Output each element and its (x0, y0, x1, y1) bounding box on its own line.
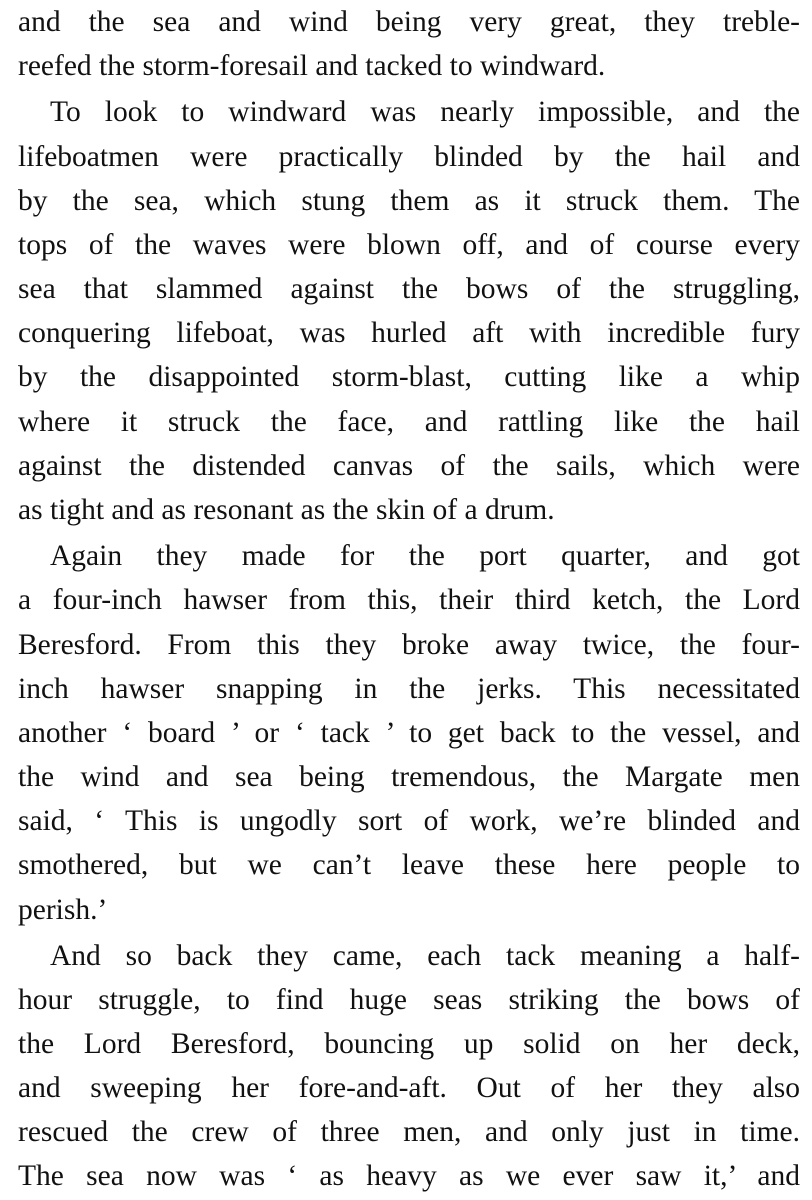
text-line: as tight and as resonant as the skin of a drum. (18, 494, 555, 526)
text-line: sea that slammed against the bows of the struggling, (18, 273, 800, 305)
text-line: And so back they came, each tack meaning a half- (50, 940, 800, 972)
text-line: and the sea and wind being very great, they treble- (18, 6, 800, 38)
text-line: The sea now was ‘ as heavy as we ever saw it,’ and (18, 1160, 800, 1192)
text-line: reefed the storm-foresail and tacked to windward. (18, 50, 606, 82)
text-line: To look to windward was nearly impossible, and the (50, 96, 800, 128)
text-line: by the sea, which stung them as it struck them. The (18, 185, 800, 217)
text-line: where it struck the face, and rattling like the hail (18, 406, 800, 438)
text-line: smothered, but we can’t leave these here people to (18, 849, 800, 881)
text-line: Beresford. From this they broke away twice, the four- (18, 629, 800, 661)
text-line: inch hawser snapping in the jerks. This necessitated (18, 673, 800, 705)
text-line: another ‘ board ’ or ‘ tack ’ to get back to the vessel, and (18, 717, 800, 749)
text-line: conquering lifeboat, was hurled aft with incredible fury (18, 317, 800, 349)
text-line: rescued the crew of three men, and only just in time. (18, 1116, 800, 1148)
text-line: perish.’ (18, 894, 108, 926)
text-line: lifeboatmen were practically blinded by the hail and (18, 141, 800, 173)
text-line: said, ‘ This is ungodly sort of work, we’re blinded and (18, 805, 800, 837)
text-line: against the distended canvas of the sails, which were (18, 450, 800, 482)
text-line: Again they made for the port quarter, and got (50, 540, 800, 572)
text-line: a four-inch hawser from this, their third ketch, the Lord (18, 584, 800, 616)
text-line: the Lord Beresford, bouncing up solid on her deck, (18, 1028, 800, 1060)
text-line: the wind and sea being tremendous, the Margate men (18, 761, 800, 793)
text-line: by the disappointed storm-blast, cutting like a whip (18, 361, 800, 393)
text-line: and sweeping her fore-and-aft. Out of her they also (18, 1072, 800, 1104)
text-line: hour struggle, to find huge seas striking the bows of (18, 984, 800, 1016)
text-line: tops of the waves were blown off, and of course every (18, 229, 800, 261)
